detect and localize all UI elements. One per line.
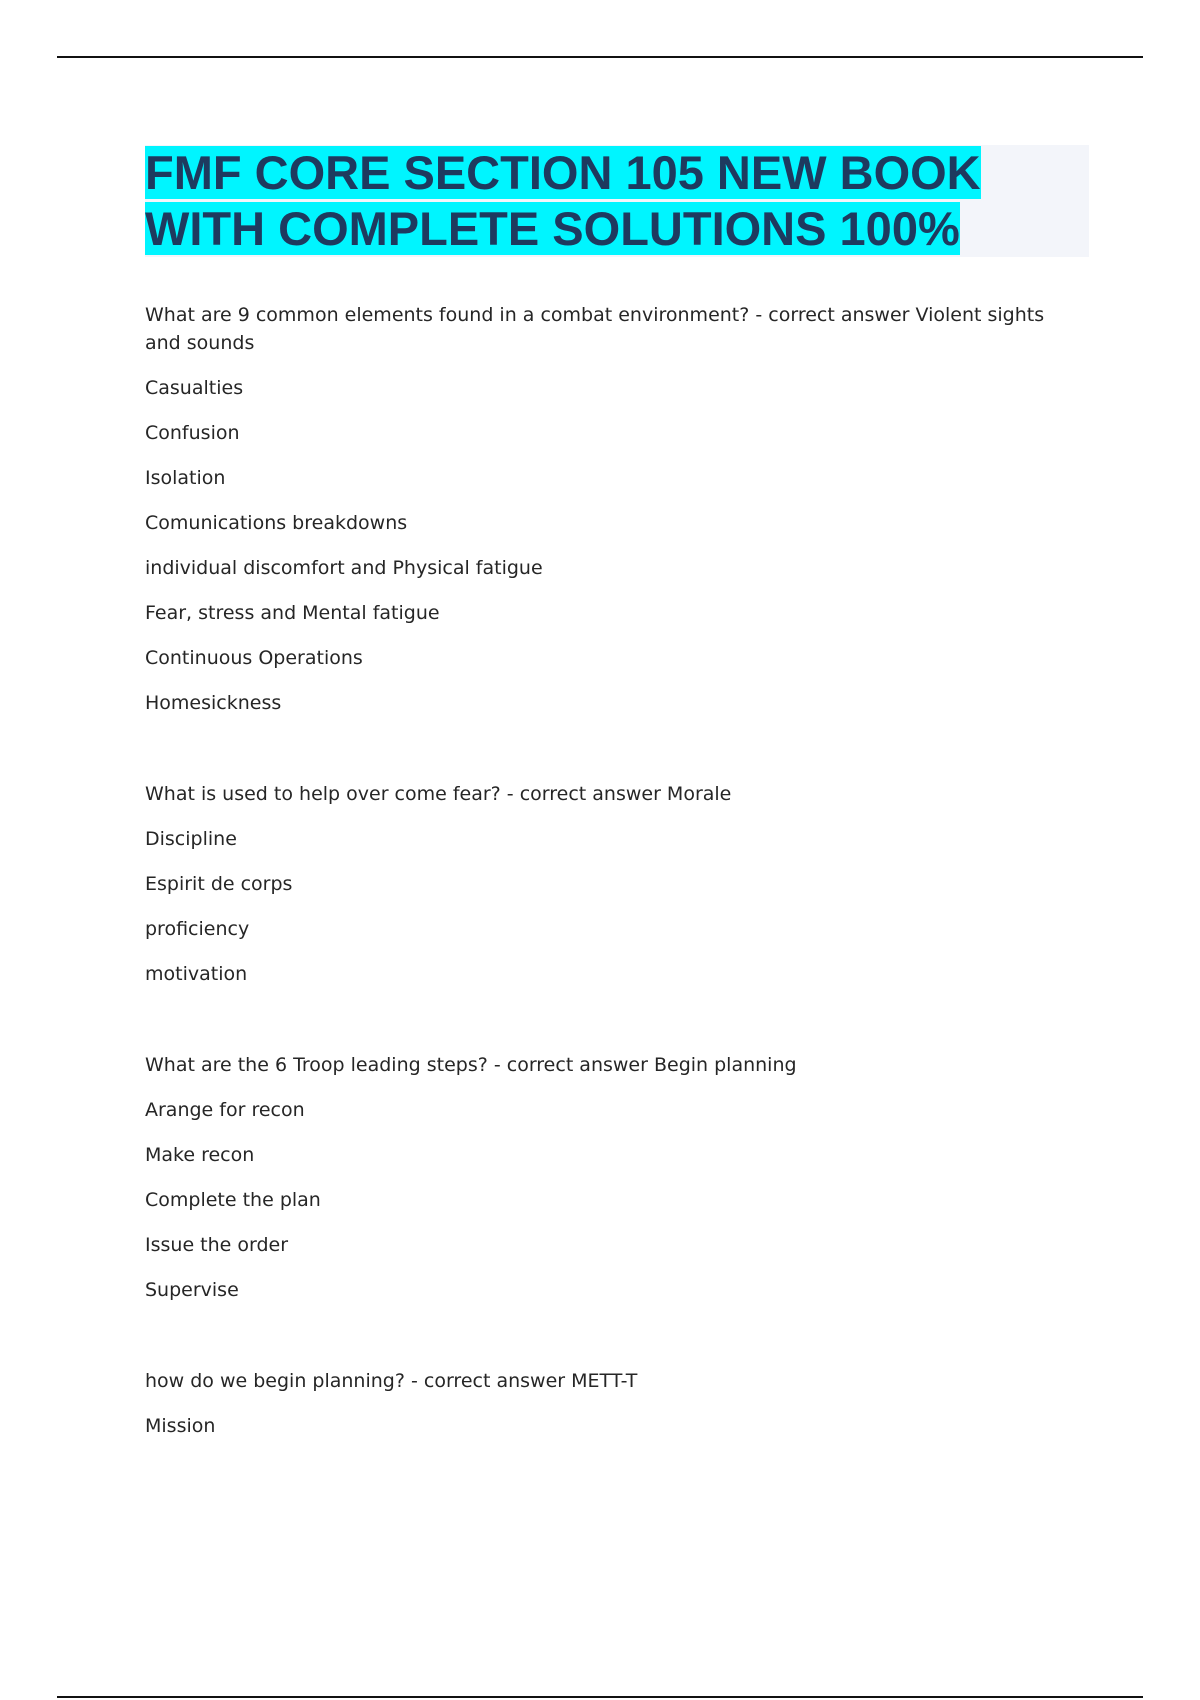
qa-section xyxy=(145,780,1075,988)
answer-item: Supervise xyxy=(145,1279,239,1301)
question-text: What are 9 common elements found in a combat environment? - correct answer Violent sights and sounds xyxy=(145,304,1045,354)
document-body xyxy=(145,301,1075,1457)
answer-item: Make recon xyxy=(145,1144,255,1166)
question-text: What is used to help over come fear? - correct answer Morale xyxy=(145,783,732,805)
section-spacer xyxy=(145,1005,1075,1051)
answer-item: Isolation xyxy=(145,467,226,489)
answer-item: Casualties xyxy=(145,377,244,399)
title-line-1: FMF CORE SECTION 105 NEW BOOK xyxy=(145,146,981,199)
answer-item: Homesickness xyxy=(145,692,282,714)
answer-item: Complete the plan xyxy=(145,1189,321,1211)
question-text: What are the 6 Troop leading steps? - correct answer Begin planning xyxy=(145,1054,797,1076)
title-line-2: WITH COMPLETE SOLUTIONS 100% xyxy=(145,202,960,255)
answer-item: Fear, stress and Mental fatigue xyxy=(145,602,440,624)
answer-item: Discipline xyxy=(145,828,237,850)
qa-section xyxy=(145,301,1075,717)
qa-section xyxy=(145,1367,1075,1440)
top-divider xyxy=(57,56,1143,58)
section-spacer xyxy=(145,1321,1075,1367)
answer-item: Continuous Operations xyxy=(145,647,363,669)
answer-item: Comunications breakdowns xyxy=(145,512,408,534)
title-block xyxy=(145,145,1089,257)
answer-item: Arange for recon xyxy=(145,1099,305,1121)
answer-item: motivation xyxy=(145,963,248,985)
answer-item: Issue the order xyxy=(145,1234,289,1256)
question-text: how do we begin planning? - correct answer METT-T xyxy=(145,1370,638,1392)
qa-section xyxy=(145,1051,1075,1304)
document-title xyxy=(145,145,1089,257)
answer-item: proficiency xyxy=(145,918,250,940)
answer-item: Confusion xyxy=(145,422,240,444)
section-spacer xyxy=(145,734,1075,780)
answer-item: individual discomfort and Physical fatigue xyxy=(145,557,543,579)
answer-item: Espirit de corps xyxy=(145,873,293,895)
answer-item: Mission xyxy=(145,1415,216,1437)
bottom-divider xyxy=(57,1696,1143,1698)
